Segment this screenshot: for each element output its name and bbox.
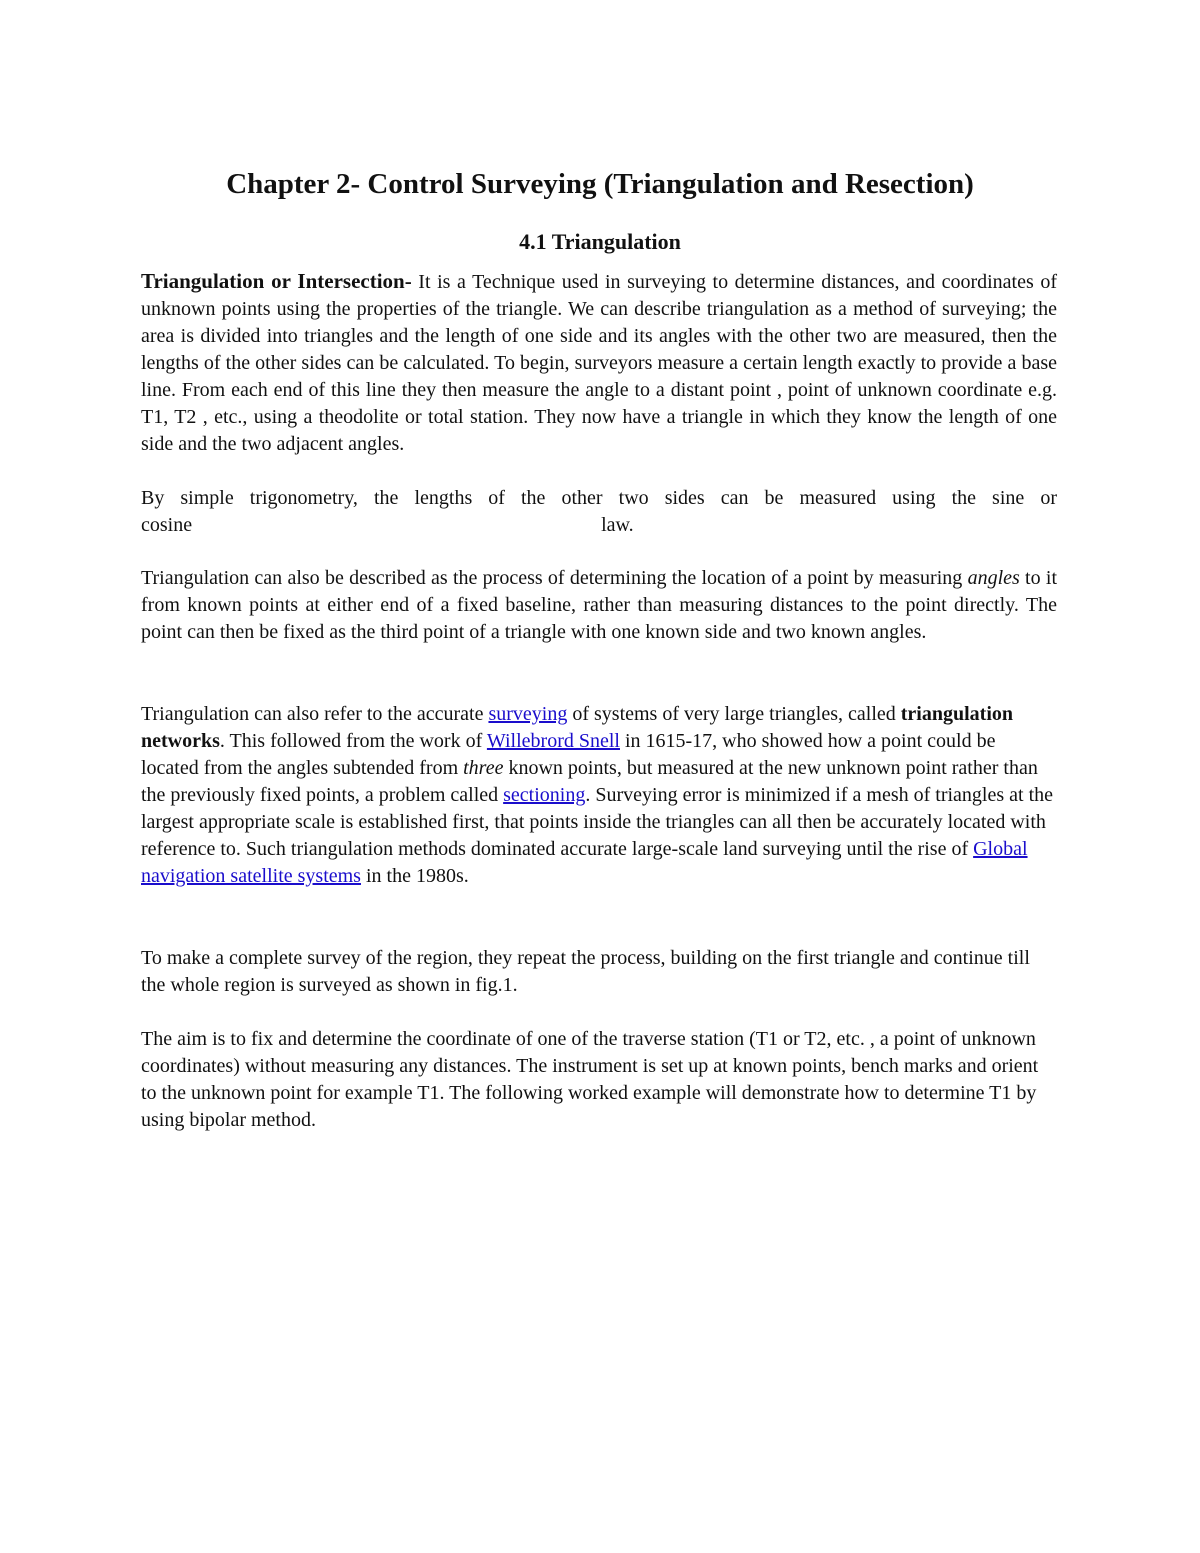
paragraph-networks (141, 701, 1057, 890)
paragraph-triangulation-definition (141, 268, 1057, 458)
angles-text-a: Triangulation can also be described as the process of determining the location of a point by measuring (141, 567, 968, 589)
cosine-law-line (141, 512, 1057, 539)
definition-text: It is a Technique used in surveying to determine distances, and coordinates of unknown points using the properties of the triangle. We can describe triangulation as a method of surveying; the area is divided into triangles and the length of one side and its angles with the other two are measured, then the lengths of the other sides can be calculated. To begin, surveyors measure a certain length exactly to provide a base line. From each end of this line they then measure the angle to a distant point , point of unknown coordinate e.g. T1, T2 , etc., using a theodolite or total station. They now have a triangle in which they know the length of one side and the two adjacent angles. (141, 271, 1058, 455)
paragraph-trigonometry (141, 485, 1057, 539)
networks-text-b: of systems of very large triangles, called (567, 703, 901, 725)
networks-text-f: . Surveying error is minimized if a mesh of triangles at the largest appropriate scale is established first, that points inside the triangles can all then be accurately located with reference to. Such triangulation methods dominated accurate large-scale land surveying until the rise of (141, 784, 1054, 860)
angles-italic: angles (967, 567, 1020, 589)
trigonometry-line: By simple trigonometry, the lengths of the other two sides can be measured using the sine or (141, 487, 1057, 509)
definition-lead: Triangulation or Intersection- (141, 269, 412, 293)
networks-bold: triangulation networks (141, 703, 1014, 752)
networks-text-g: in the 1980s. (360, 865, 469, 887)
willebrord-snell-link[interactable]: Willebrord Snell (486, 730, 620, 752)
paragraph-aim: The aim is to fix and determine the coordinate of one of the traverse station (T1 or T2, etc. , a point of unknown coordinates) without measuring any distances. The instrument is set up at known points, bench marks and orient to the unknown point for example T1. The following worked example will demonstrate how to determine T1 by using bipolar method. (141, 1028, 1039, 1131)
law-word: law. (601, 514, 634, 536)
networks-text-a: Triangulation can also refer to the accurate (141, 703, 489, 725)
sectioning-link[interactable]: sectioning (503, 784, 586, 806)
chapter-title: Chapter 2- Control Surveying (Triangulation and Resection) (226, 168, 974, 200)
gnss-link[interactable]: Global navigation satellite systems (141, 838, 1028, 887)
paragraph-angles (141, 565, 1057, 646)
networks-text-c: . This followed from the work of (219, 730, 487, 752)
networks-text-e: known points, but measured at the new unknown point rather than the previously fixed points, a problem called (141, 757, 1038, 806)
paragraph-complete-survey: To make a complete survey of the region, they repeat the process, building on the first triangle and continue till the whole region is surveyed as shown in fig.1. (141, 947, 1030, 996)
surveying-link[interactable]: surveying (488, 703, 568, 725)
three-italic: three (463, 757, 504, 779)
cosine-word: cosine (141, 514, 193, 536)
section-title: 4.1 Triangulation (519, 229, 681, 254)
angles-text-b: to it from known points at either end of a fixed baseline, rather than measuring distances to the point directly. The point can then be fixed as the third point of a triangle with one known side and two known angles. (141, 567, 1058, 643)
networks-text-d: in 1615-17, who showed how a point could be located from the angles subtended from (141, 730, 996, 779)
